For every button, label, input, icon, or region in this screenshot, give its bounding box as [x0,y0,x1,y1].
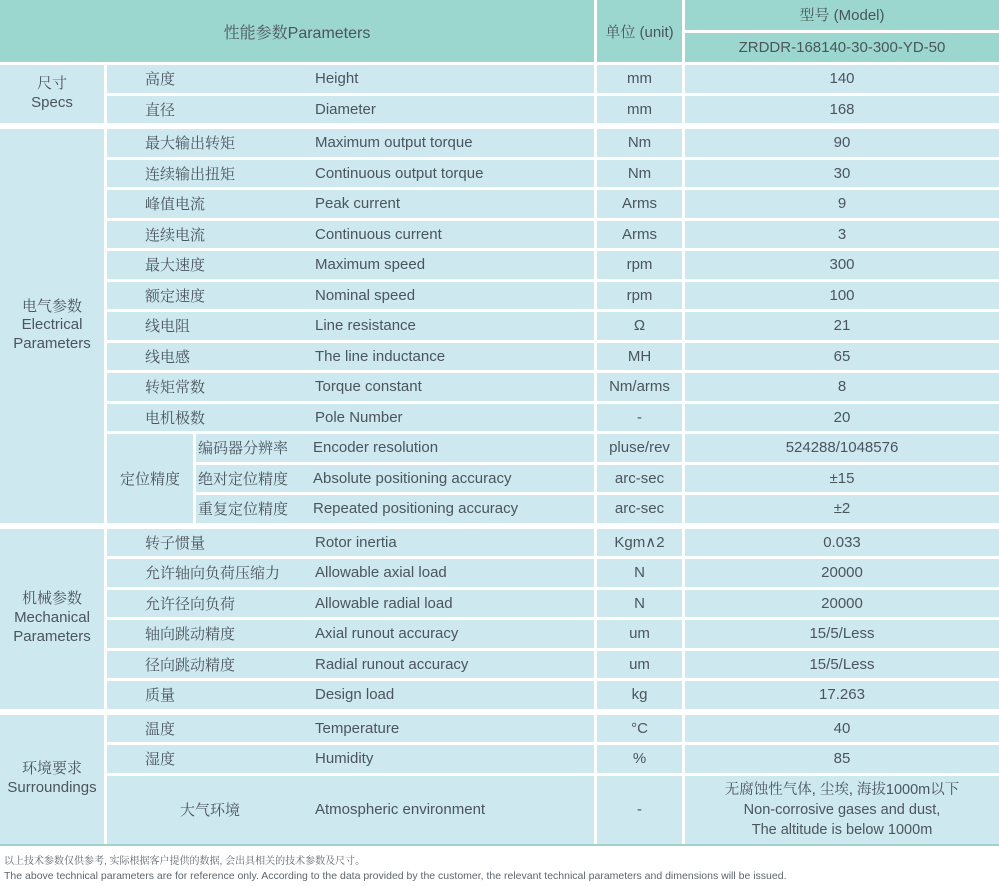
subgroup-rows [196,434,999,523]
row-label-en: Rotor inertia [315,533,397,551]
row-label-zh: 连续输出扭矩 [145,165,236,183]
section-category-zh: 机械参数 [21,590,82,608]
row-label-zh: 转矩常数 [145,379,206,397]
table-row [107,312,999,340]
row-value-line: The altitude is below 1000m [751,821,933,838]
row-label-zh: 允许轴向负荷压缩力 [145,565,281,583]
row-value: 15/5/Less [685,620,999,648]
row-value: 90 [685,129,999,157]
row-value: 524288/1048576 [685,434,999,462]
positioning-accuracy-group [107,434,999,523]
section-rows [107,529,999,709]
row-value [685,776,999,844]
row-label-en: Height [315,70,359,88]
model-header-column [685,0,999,62]
table-row [196,465,999,493]
section-category-en: Surroundings [7,779,97,796]
row-value-line: 无腐蚀性气体, 尘埃, 海拔1000m以下 [724,781,960,798]
row-label-en: Line resistance [315,317,416,335]
row-label-zh: 径向跳动精度 [145,656,236,674]
row-unit: arc-sec [597,495,682,523]
row-unit: % [597,745,682,773]
table-row [107,620,999,648]
row-value: 21 [685,312,999,340]
row-label-en: Atmospheric environment [315,801,486,818]
row-label [107,282,594,310]
row-label-zh: 转子惯量 [145,534,206,552]
row-label [107,681,594,709]
footer-note-en: The above technical parameters are for reference only. According to the data provided by the customer, the relevant technical parameters and dimensions will be issued. [4,869,787,882]
row-unit: pluse/rev [597,434,682,462]
row-label [107,745,594,773]
section-category [0,529,104,709]
row-label [107,96,594,124]
row-label [107,651,594,679]
row-label [107,343,594,371]
section-category-zh: 环境要求 [21,760,82,778]
section-category [0,65,104,123]
row-label-zh: 高度 [145,71,176,89]
row-label-en: Allowable axial load [315,564,447,582]
row-label [107,529,594,557]
row-label [107,373,594,401]
row-label-zh: 最大速度 [145,257,206,275]
row-label [196,434,594,462]
row-unit: Arms [597,221,682,249]
section-category-zh: 尺寸 [36,75,67,93]
row-value: 20000 [685,559,999,587]
row-unit: mm [597,65,682,93]
row-label-zh: 线电感 [145,348,191,366]
section-rows [107,715,999,844]
section-category-zh: 电气参数 [21,297,82,315]
row-unit: um [597,651,682,679]
row-unit: Ω [597,312,682,340]
row-value: 40 [685,715,999,743]
footer-note-zh: 以上技术参数仅供参考, 实际根据客户提供的数据, 会出具相关的技术参数及尺寸。 [4,855,366,867]
section [0,65,999,123]
table-row [107,651,999,679]
table-row [196,495,999,523]
row-value: 15/5/Less [685,651,999,679]
table-row [107,715,999,743]
row-label-zh: 额定速度 [145,287,206,305]
row-unit: rpm [597,251,682,279]
row-label [107,312,594,340]
row-unit: Kgm∧2 [597,529,682,557]
row-value: 140 [685,65,999,93]
row-label-en: Diameter [315,100,376,118]
row-unit: Nm/arms [597,373,682,401]
row-label [107,776,594,844]
row-unit: Arms [597,190,682,218]
subgroup-label: 定位精度 [107,434,193,523]
table-row [107,745,999,773]
row-unit: °C [597,715,682,743]
row-label [107,160,594,188]
row-label-zh: 轴向跳动精度 [145,626,236,644]
row-label-en: The line inductance [315,347,446,365]
footer-note [0,846,999,886]
row-unit: um [597,620,682,648]
row-label-en: Maximum speed [315,256,426,274]
row-label-zh: 线电阻 [145,318,191,336]
row-label-zh: 电机极数 [145,409,206,427]
section [0,529,999,709]
table-row [107,373,999,401]
row-label-zh: 连续电流 [145,226,206,244]
row-label-en: Axial runout accuracy [315,625,459,643]
row-unit: mm [597,96,682,124]
row-label-zh: 大气环境 [180,802,241,819]
row-label-en: Encoder resolution [313,439,439,457]
row-label-en: Repeated positioning accuracy [313,500,519,518]
row-label-zh: 绝对定位精度 [198,470,289,488]
table-row [107,251,999,279]
row-label [196,465,594,493]
row-label-zh: 温度 [145,720,176,738]
row-label-en: Nominal speed [315,286,416,304]
row-unit: Nm [597,160,682,188]
section-category-en: Specs [31,94,73,111]
section-category-en: Mechanical Parameters [13,609,91,645]
row-value: 0.033 [685,529,999,557]
row-unit: - [597,776,682,844]
row-value: 85 [685,745,999,773]
table-row [107,160,999,188]
row-unit: N [597,590,682,618]
model-header-label: 型号 (Model) [685,0,999,30]
row-label [107,221,594,249]
row-value: 100 [685,282,999,310]
section-category [0,715,104,844]
row-unit: arc-sec [597,465,682,493]
row-label [107,715,594,743]
table-row [107,776,999,844]
row-unit: MH [597,343,682,371]
row-unit: rpm [597,282,682,310]
table-row [107,681,999,709]
row-label-en: Temperature [315,719,400,737]
row-label-en: Maximum output torque [315,134,473,152]
row-label-zh: 最大输出转矩 [145,135,236,153]
row-label-en: Torque constant [315,378,422,396]
table-row [107,282,999,310]
parameters-header: 性能参数Parameters [0,0,594,62]
row-label-en: Peak current [315,195,401,213]
row-label [107,190,594,218]
row-value-line: Non-corrosive gases and dust, [743,801,941,818]
row-value: 300 [685,251,999,279]
row-label-en: Continuous output torque [315,164,484,182]
row-value: ±15 [685,465,999,493]
table-row [107,221,999,249]
row-label [196,495,594,523]
table-row [196,434,999,462]
row-unit: N [597,559,682,587]
row-value: 9 [685,190,999,218]
section-rows [107,129,999,523]
table-row [107,129,999,157]
row-value: 20 [685,404,999,432]
row-label-en: Pole Number [315,408,403,426]
section [0,129,999,523]
row-unit: Nm [597,129,682,157]
unit-header: 单位 (unit) [597,0,682,62]
row-label-en: Allowable radial load [315,594,453,612]
row-label-zh: 湿度 [145,751,176,769]
row-label-zh: 编码器分辨率 [198,440,289,458]
row-label [107,590,594,618]
row-label-en: Humidity [315,750,374,768]
row-label [107,129,594,157]
row-label-en: Radial runout accuracy [315,655,469,673]
row-value: ±2 [685,495,999,523]
row-value: 8 [685,373,999,401]
table-row [107,529,999,557]
table-row [107,190,999,218]
section [0,715,999,844]
row-label [107,559,594,587]
table-row [107,343,999,371]
table-row [107,65,999,93]
section-rows [107,65,999,123]
table-row [107,96,999,124]
row-label-zh: 允许径向负荷 [145,595,236,613]
row-value: 168 [685,96,999,124]
row-value: 3 [685,221,999,249]
row-value: 17.263 [685,681,999,709]
table-row [107,590,999,618]
row-label [107,251,594,279]
row-label-zh: 直径 [145,101,176,119]
row-value: 20000 [685,590,999,618]
table-header-row [0,0,999,62]
row-unit: - [597,404,682,432]
row-label-zh: 重复定位精度 [198,501,289,519]
table-body [0,65,999,844]
table-row [107,404,999,432]
row-label [107,65,594,93]
section-category-en: Electrical Parameters [13,316,91,353]
row-label-zh: 峰值电流 [145,196,206,214]
model-number: ZRDDR-168140-30-300-YD-50 [685,33,999,63]
row-value: 30 [685,160,999,188]
row-label-en: Design load [315,686,395,704]
row-label-en: Absolute positioning accuracy [313,469,512,487]
row-unit: kg [597,681,682,709]
row-label [107,620,594,648]
row-label [107,404,594,432]
table-row [107,559,999,587]
row-value: 65 [685,343,999,371]
row-label-en: Continuous current [315,225,442,243]
row-label-zh: 质量 [145,687,176,705]
section-category [0,129,104,523]
